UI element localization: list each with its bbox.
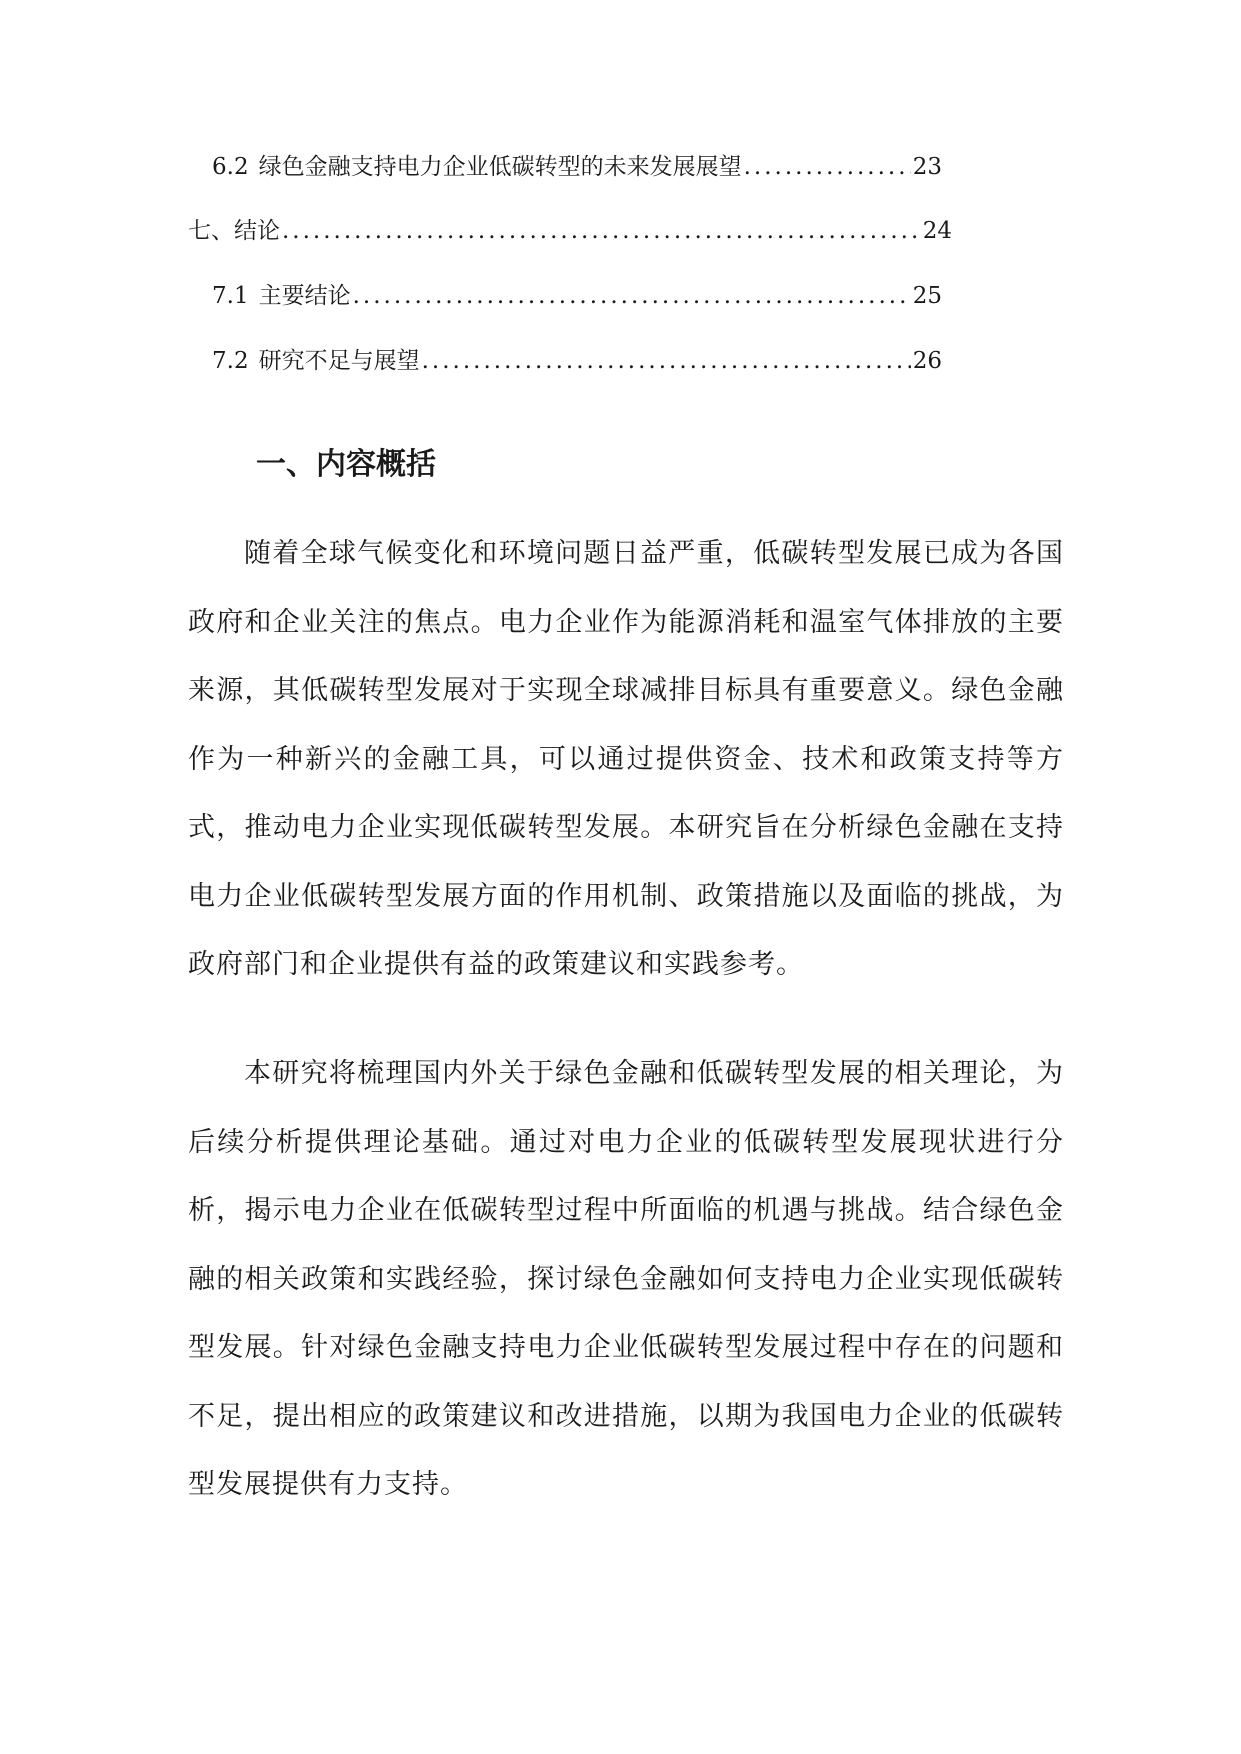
body-paragraph: 本研究将梳理国内外关于绿色金融和低碳转型发展的相关理论，为后续分析提供理论基础。通过对电力企业的低碳转型发展现状进行分析，揭示电力企业在低碳转型过程中所面临的机遇与挑战。结合绿色金融的相关政策和实践经验，探讨绿色金融如何支持电力企业实现低碳转型发展。针对绿色金融支持电力企业低碳转型发展过程中存在的问题和不足，提出相应的政策建议和改进措施，以期为我国电力企业的低碳转型发展提供有力支持。: [188, 1058, 1064, 1500]
toc-entry-title: 七、结论: [188, 218, 280, 244]
toc-entry[interactable]: [212, 346, 942, 376]
toc-entry-number: 7.2: [212, 348, 249, 374]
toc-dot-leader: [282, 216, 921, 246]
toc-entry-title: 绿色金融支持电力企业低碳转型的未来发展展望: [258, 154, 742, 180]
section-heading: 一、内容概括: [256, 447, 436, 482]
toc-dot-leader: [422, 346, 911, 376]
toc-entry-number: 7.1: [212, 283, 249, 309]
toc-entry[interactable]: [212, 281, 942, 311]
toc-entry[interactable]: [212, 152, 942, 182]
toc-entry-title: 研究不足与展望: [258, 348, 420, 374]
toc-entry-page: 24: [922, 218, 952, 244]
toc-entry-number: 6.2: [212, 154, 249, 180]
toc-entry-title: 主要结论: [258, 283, 351, 309]
toc-entry-page: 25: [912, 283, 942, 309]
toc-entry[interactable]: [188, 216, 952, 246]
toc-entry-page: 26: [912, 348, 942, 374]
body-paragraph: 随着全球气候变化和环境问题日益严重，低碳转型发展已成为各国政府和企业关注的焦点。电力企业作为能源消耗和温室气体排放的主要来源，其低碳转型发展对于实现全球减排目标具有重要意义。绿色金融作为一种新兴的金融工具，可以通过提供资金、技术和政策支持等方式，推动电力企业实现低碳转型发展。本研究旨在分析绿色金融在支持电力企业低碳转型发展方面的作用机制、政策措施以及面临的挑战，为政府部门和企业提供有益的政策建议和实践参考。: [188, 538, 1064, 980]
toc-entry-page: 23: [912, 154, 942, 180]
toc-dot-leader: [353, 281, 911, 311]
toc-dot-leader: [744, 152, 911, 182]
